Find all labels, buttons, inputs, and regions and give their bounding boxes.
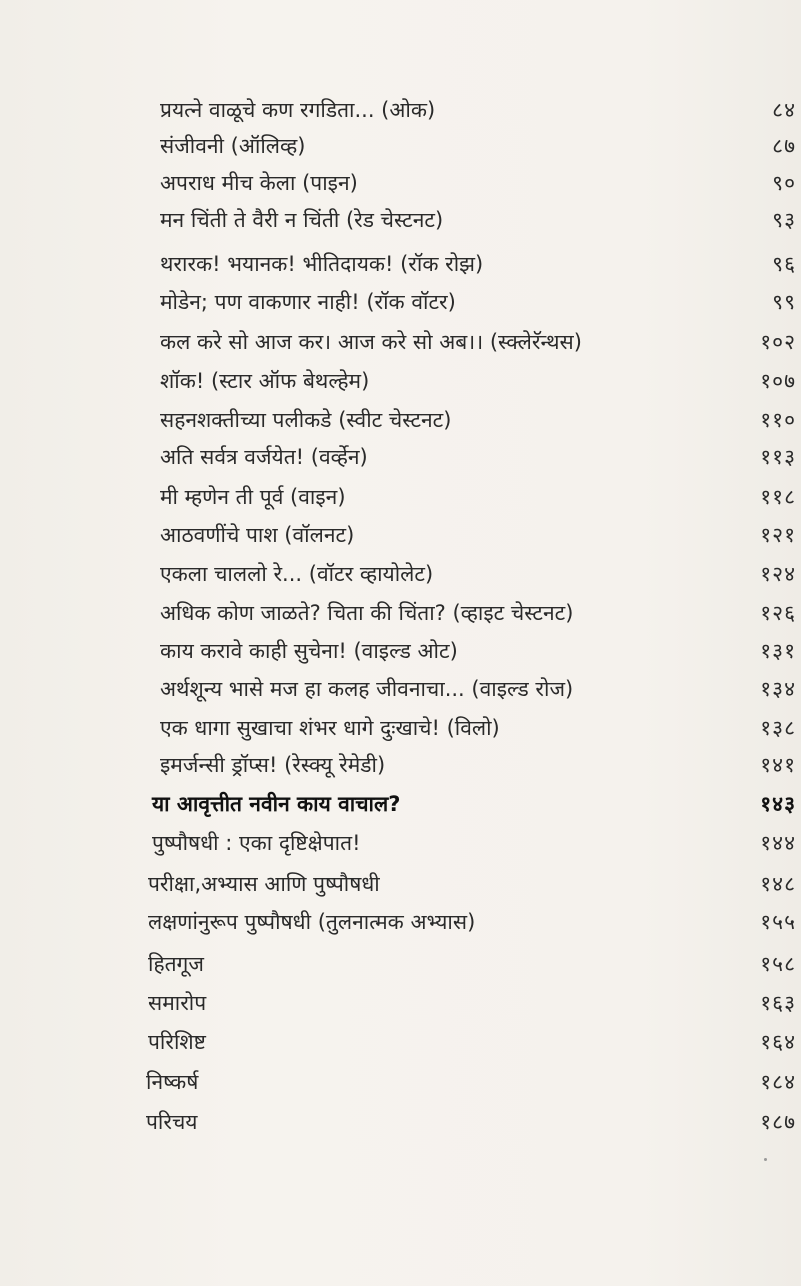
toc-entry (0, 632, 801, 670)
toc-entry-title: अधिक कोण जाळते? चिता की चिंता? (व्हाइट चेस्टनट) (160, 601, 574, 625)
toc-entry-page: १२४ (760, 562, 796, 586)
toc-entry-page: ८४ (772, 98, 796, 122)
toc-entry-page: १२१ (760, 523, 796, 547)
toc-entry (0, 945, 801, 983)
toc-entry-title: अर्थशून्य भासे मज हा कलह जीवनाचा... (वाइल्ड रोज) (160, 677, 574, 701)
toc-entry-page: १३४ (760, 677, 796, 701)
toc-entry-page: १०७ (760, 369, 796, 393)
toc-entry-page: १६४ (760, 1030, 796, 1054)
toc-entry-highlight (0, 785, 801, 823)
toc-entry (0, 824, 801, 862)
toc-entry-title: कल करे सो आज कर। आज करे सो अब।। (स्क्लेरॅन्थस) (160, 330, 582, 354)
toc-entry (0, 127, 801, 165)
toc-entry (0, 555, 801, 593)
toc-entry-page: ११० (760, 408, 796, 432)
toc-entry-title: एक धागा सुखाचा शंभर धागे दुःखाचे! (विलो) (160, 716, 500, 740)
toc-entry-page: ११८ (760, 485, 796, 509)
toc-entry (0, 401, 801, 439)
toc-entry-page: १८७ (760, 1110, 796, 1134)
toc-entry-title: अति सर्वत्र वर्जयेत! (वर्व्हेन) (160, 445, 368, 469)
toc-entry-title: पुष्पौषधी : एका दृष्टिक्षेपात! (152, 831, 361, 855)
toc-entry (0, 478, 801, 516)
toc-entry-page: १५५ (760, 910, 796, 934)
page-speck (764, 1158, 767, 1161)
toc-entry-title: हितगूज (148, 952, 204, 976)
toc-entry-page: १३१ (760, 639, 796, 663)
toc-entry-page: १२६ (760, 601, 796, 625)
toc-entry-title: मी म्हणेन ती पूर्व (वाइन) (160, 485, 346, 509)
toc-entry (0, 283, 801, 321)
toc-entry-page: ११३ (760, 445, 796, 469)
toc-entry-title: थरारक! भयानक! भीतिदायक! (रॉक रोझ) (160, 252, 484, 276)
toc-entry-title: या आवृत्तीत नवीन काय वाचाल? (152, 792, 401, 816)
toc-entry (0, 323, 801, 361)
toc-entry-title: समारोप (148, 991, 207, 1015)
toc-entry (0, 865, 801, 903)
toc-entry (0, 903, 801, 941)
toc-entry (0, 709, 801, 747)
toc-entry-title: लक्षणांनुरूप पुष्पौषधी (तुलनात्मक अभ्यास) (148, 910, 476, 934)
toc-entry-title: एकला चाललो रे... (वॉटर व्हायोलेट) (160, 562, 434, 586)
toc-entry-title: संजीवनी (ऑलिव्ह) (160, 134, 306, 158)
toc-entry (0, 164, 801, 202)
toc-entry (0, 746, 801, 784)
toc-entry (0, 438, 801, 476)
toc-entry-page: १८४ (760, 1070, 796, 1094)
toc-entry (0, 984, 801, 1022)
toc-entry-title: सहनशक्तीच्या पलीकडे (स्वीट चेस्टनट) (160, 408, 452, 432)
toc-entry-page: ९० (772, 171, 796, 195)
toc-entry-title: निष्कर्ष (146, 1070, 199, 1094)
toc-entry-title: प्रयत्ने वाळूचे कण रगडिता... (ओक) (160, 98, 436, 122)
toc-entry-page: ९६ (772, 252, 796, 276)
toc-entry (0, 1103, 801, 1141)
toc-entry-page: ९९ (772, 290, 796, 314)
toc-entry-page: १३८ (760, 716, 796, 740)
toc-entry (0, 201, 801, 239)
toc-entry-title: काय करावे काही सुचेना! (वाइल्ड ओट) (160, 639, 458, 663)
toc-entry-title: आठवणींचे पाश (वॉलनट) (160, 523, 355, 547)
toc-entry-title: अपराध मीच केला (पाइन) (160, 171, 358, 195)
toc-entry-page: १४४ (760, 831, 796, 855)
toc-entry-title: मन चिंती ते वैरी न चिंती (रेड चेस्टनट) (160, 208, 444, 232)
toc-entry-title: मोडेन; पण वाकणार नाही! (रॉक वॉटर) (160, 290, 456, 314)
toc-entry-page: १६३ (760, 991, 796, 1015)
toc-entry (0, 594, 801, 632)
toc-entry-page: १४३ (760, 792, 796, 816)
toc-entry-page: १४८ (760, 872, 796, 896)
toc-entry (0, 516, 801, 554)
toc-entry-title: इमर्जन्सी ड्रॉप्स! (रेस्क्यू रेमेडी) (160, 753, 386, 777)
toc-entry-page: ९३ (772, 208, 796, 232)
toc-entry-page: १५८ (760, 952, 796, 976)
toc-entry (0, 362, 801, 400)
toc-entry-page: १०२ (760, 330, 796, 354)
toc-entry (0, 670, 801, 708)
toc-entry-title: शॉक! (स्टार ऑफ बेथल्हेम) (160, 369, 370, 393)
toc-entry (0, 1063, 801, 1101)
toc-entry-title: परिचय (146, 1110, 198, 1134)
toc-entry-title: परिशिष्ट (148, 1030, 206, 1054)
toc-entry (0, 1023, 801, 1061)
toc-entry-title: परीक्षा,अभ्यास आणि पुष्पौषधी (148, 872, 380, 896)
toc-entry (0, 91, 801, 129)
toc-entry-page: ८७ (772, 134, 796, 158)
toc-entry-page: १४१ (760, 753, 796, 777)
toc-entry (0, 245, 801, 283)
